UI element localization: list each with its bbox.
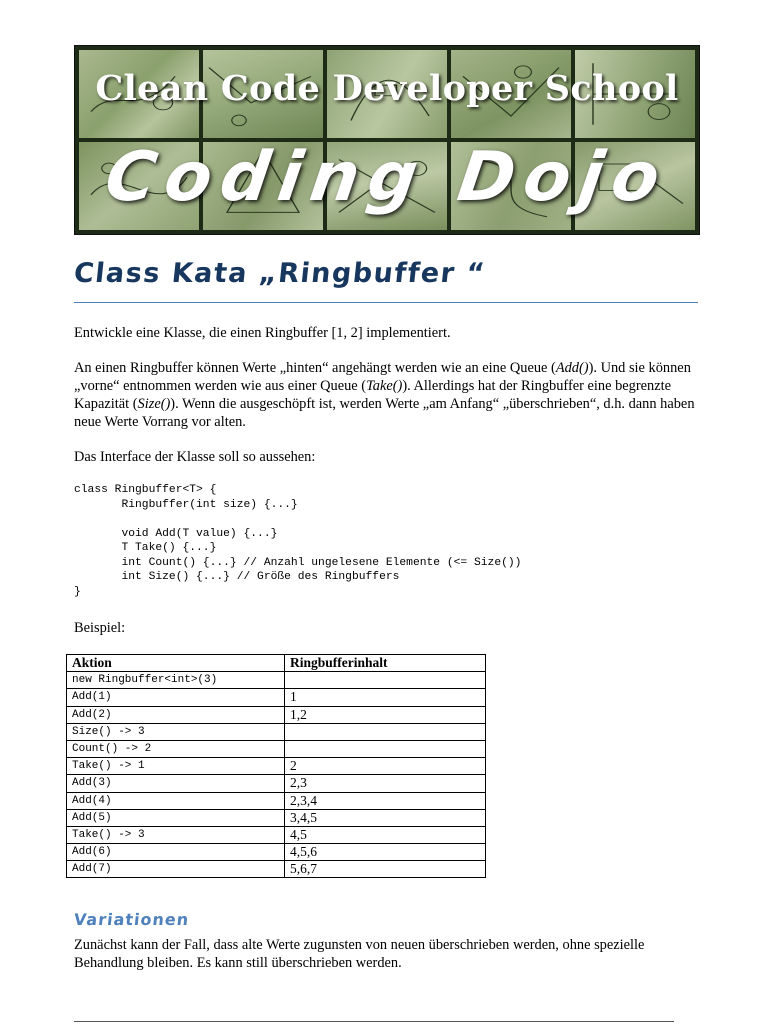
action-cell: Take() -> 3: [67, 826, 285, 843]
column-header-content: Ringbufferinhalt: [285, 655, 486, 672]
footer-divider: [74, 1021, 674, 1022]
table-row: [67, 723, 486, 740]
table-row: [67, 792, 486, 809]
table-row: [67, 672, 486, 689]
content-cell: 1,2: [285, 706, 486, 723]
action-cell: Add(1): [67, 689, 285, 706]
table-row: [67, 809, 486, 826]
variations-text: Zunächst kann der Fall, dass alte Werte zugunsten von neuen überschrieben werden, ohne spezielle Behandlung bleiben. Es kann still überschrieben werden.: [74, 937, 645, 971]
action-cell: Take() -> 1: [67, 758, 285, 775]
example-table: [66, 654, 486, 878]
interface-intro: Das Interface der Klasse soll so aussehen:: [74, 449, 316, 465]
action-cell: Add(6): [67, 844, 285, 861]
content-cell: 4,5: [285, 826, 486, 843]
page-title: Class Kata „Ringbuffer “: [72, 258, 488, 289]
action-cell: Add(7): [67, 861, 285, 878]
description-paragraph: [74, 359, 702, 431]
title-divider: [74, 302, 698, 303]
action-cell: Size() -> 3: [67, 723, 285, 740]
method-add: Add(): [555, 360, 589, 376]
description-text: An einen Ringbuffer können Werte „hinten“ angehängt werden wie an eine Queue (: [74, 360, 556, 376]
table-row: [67, 775, 486, 792]
description-text: ). Allerdings hat der Ringbuffer eine begrenzte Kapazität (: [74, 378, 672, 412]
variations-heading: Variationen: [73, 910, 191, 929]
column-header-action: Aktion: [67, 655, 285, 672]
intro-paragraph: Entwickle eine Klasse, die einen Ringbuffer [1, 2] implementiert.: [74, 325, 451, 341]
table-header-row: [67, 655, 486, 672]
action-cell: Add(5): [67, 809, 285, 826]
action-cell: new Ringbuffer<int>(3): [67, 672, 285, 689]
content-cell: [285, 672, 486, 689]
header-banner: [74, 45, 700, 235]
content-cell: 2,3,4: [285, 792, 486, 809]
content-cell: [285, 723, 486, 740]
banner-title: Clean Code Developer School: [95, 68, 679, 109]
description-text: ). Wenn die ausgeschöpft ist, werden Werte „am Anfang“ „überschrieben“, d.h. dann haben neue Werte Vorrang vor alten.: [74, 396, 695, 430]
table-row: [67, 740, 486, 757]
code-block: class Ringbuffer<T> { Ringbuffer(int size) {...} void Add(T value) {...} T Take() {...} int Count() {...} // Anzahl ungelesene Elemente (<= Size()) int Size() {...} // Größe des Ringbuffers }: [74, 484, 522, 598]
content-cell: 4,5,6: [285, 844, 486, 861]
content-cell: 5,6,7: [285, 861, 486, 878]
action-cell: Count() -> 2: [67, 740, 285, 757]
method-take: Take(): [366, 378, 403, 394]
content-cell: 1: [285, 689, 486, 706]
content-cell: 2: [285, 758, 486, 775]
table-row: [67, 706, 486, 723]
banner-subtitle: Coding Dojo: [100, 138, 674, 217]
description-text: ). Und sie können „vorne“ entnommen werden wie aus einer Queue (: [74, 360, 691, 394]
table-row: [67, 689, 486, 706]
action-cell: Add(2): [67, 706, 285, 723]
table-row: [67, 861, 486, 878]
table-row: [67, 758, 486, 775]
action-cell: Add(4): [67, 792, 285, 809]
content-cell: 3,4,5: [285, 809, 486, 826]
example-label: Beispiel:: [74, 620, 126, 636]
table-row: [67, 826, 486, 843]
content-cell: 2,3: [285, 775, 486, 792]
table-row: [67, 844, 486, 861]
content-cell: [285, 740, 486, 757]
action-cell: Add(3): [67, 775, 285, 792]
method-size: Size(): [137, 396, 171, 412]
